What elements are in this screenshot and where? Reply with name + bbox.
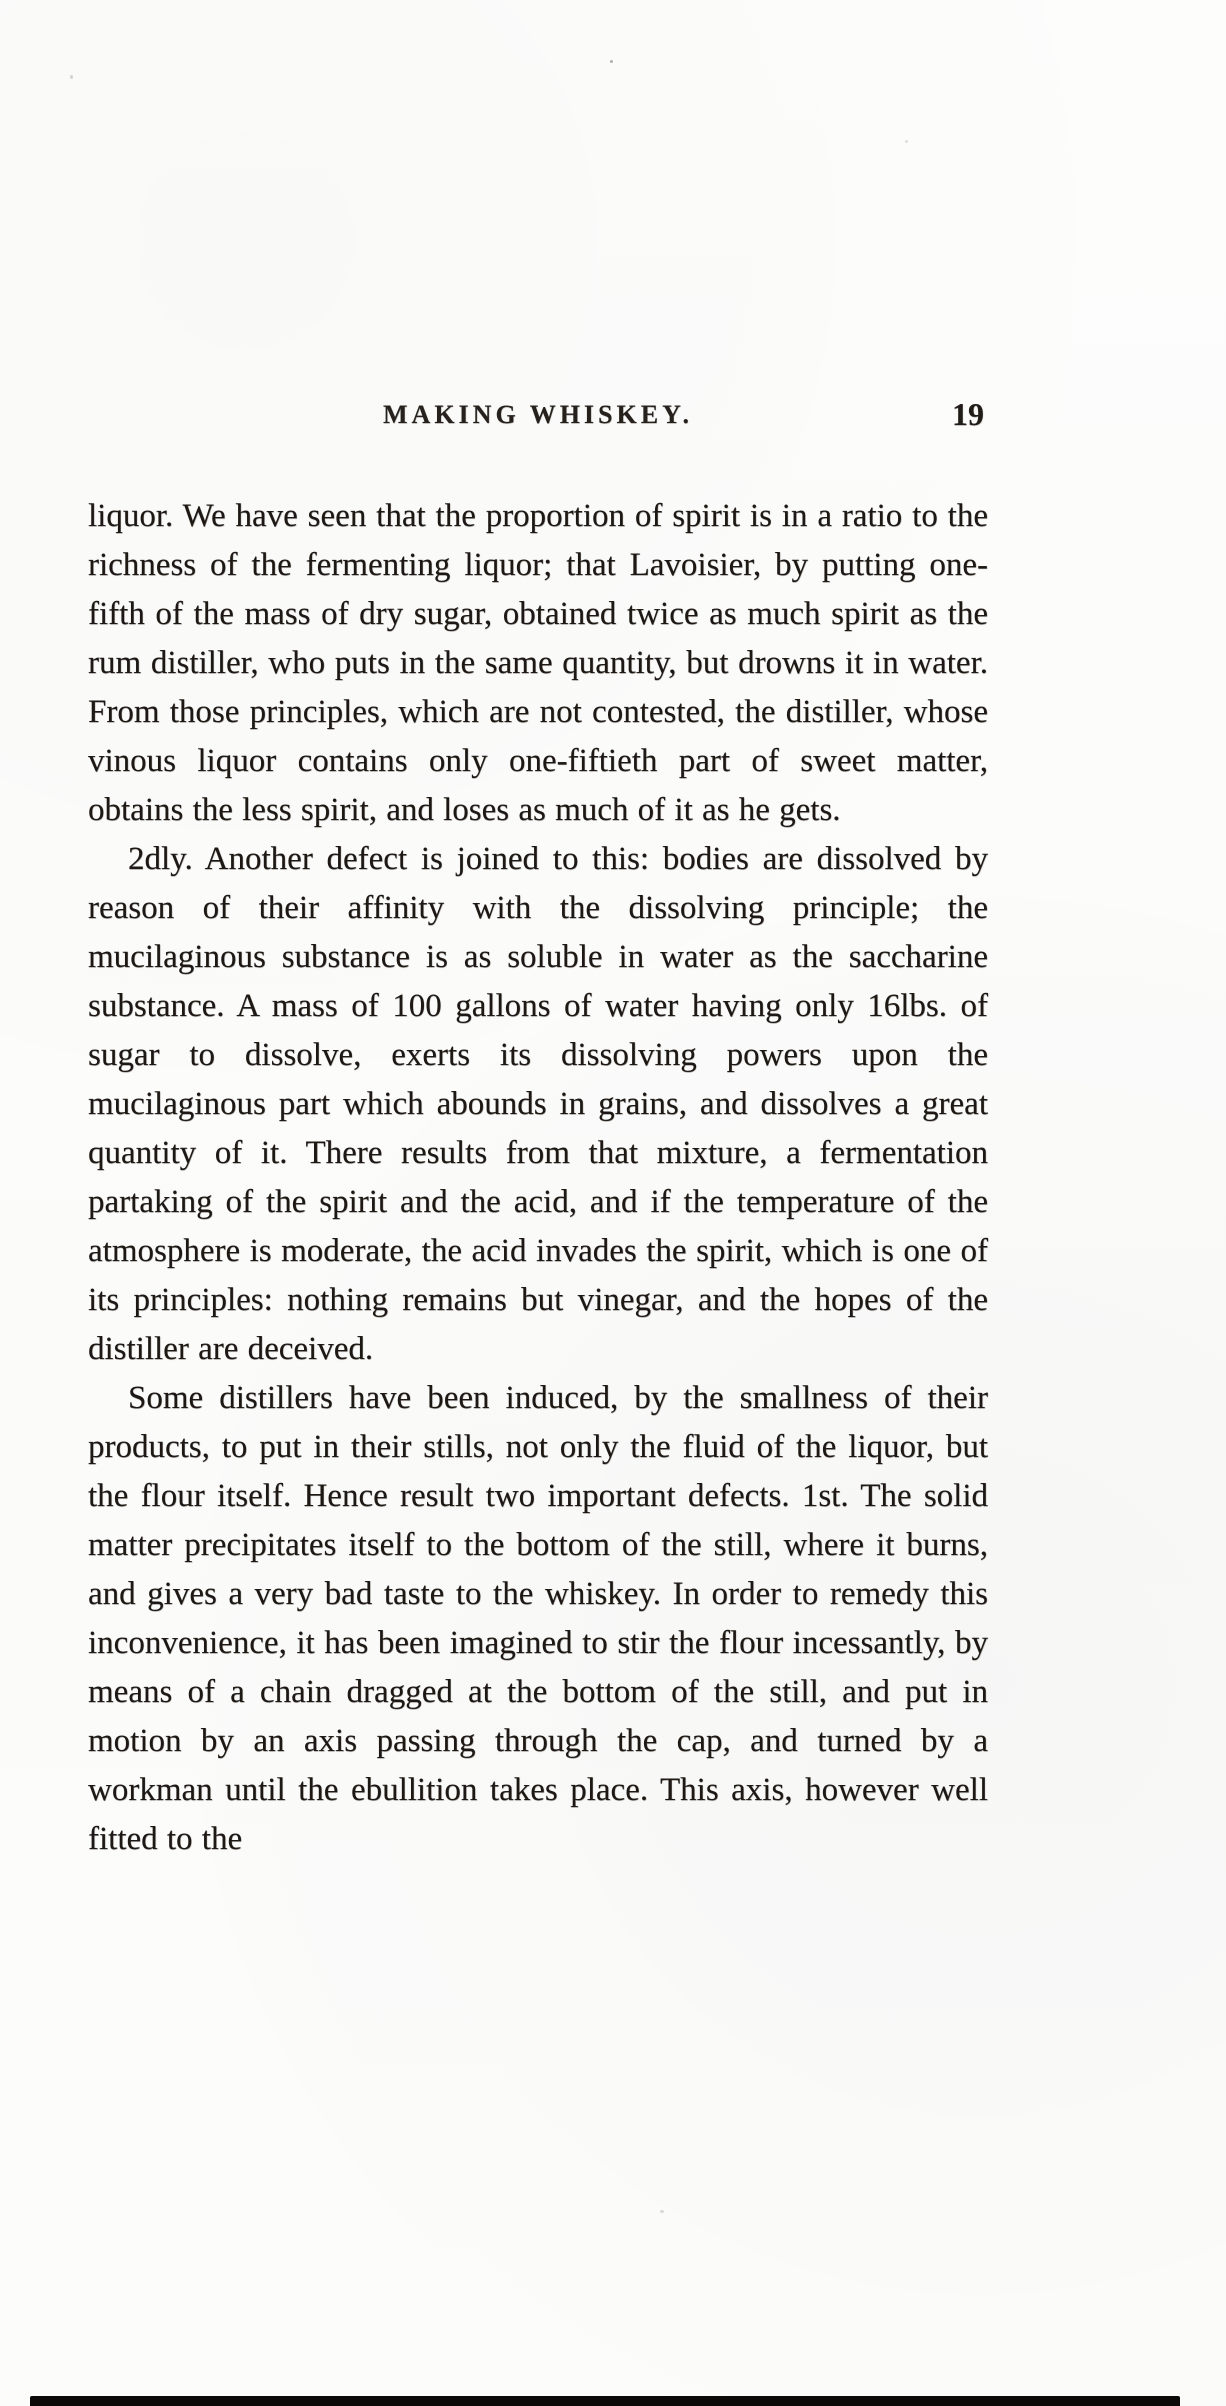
text-column xyxy=(88,396,988,1864)
paragraph: 2dly. Another defect is joined to this: bodies are dissolved by reason of their affinity with the dissolving principle; the mucilaginous substance is as soluble in water as the saccharine substance. A mass of 100 gallons of water having only 16lbs. of sugar to dissolve, exerts its dissolving powers upon the mucilaginous part which abounds in grains, and dissolves a great quantity of it. There results from that mixture, a fermentation partaking of the spirit and the acid, and if the temperature of the atmosphere is moderate, the acid invades the spirit, which is one of its principles: nothing remains but vinegar, and the hopes of the distiller are deceived. xyxy=(88,841,988,1367)
scan-speckle xyxy=(905,140,908,143)
running-title: MAKING WHISKEY. xyxy=(383,400,693,429)
paragraph: liquor. We have seen that the proportion of spirit is in a ratio to the richness of the fermenting liquor; that Lavoisier, by putting one-fifth of the mass of dry sugar, obtained twice as much spirit as the rum distiller, who puts in the same quantity, but drowns it in water. From those principles, which are not contested, the distiller, whose vinous liquor contains only one-fiftieth part of sweet matter, obtains the less spirit, and loses as much of it as he gets. xyxy=(88,498,988,828)
body-text xyxy=(88,492,988,1864)
page-header xyxy=(88,396,988,448)
scan-speckle xyxy=(70,75,73,79)
scan-edge-artifact xyxy=(30,2396,1180,2406)
scan-speckle xyxy=(610,60,613,63)
scan-speckle xyxy=(660,2210,664,2213)
page-number: 19 xyxy=(952,396,984,432)
paragraph: Some distillers have been induced, by the smallness of their products, to put in their stills, not only the fluid of the liquor, but the flour itself. Hence result two important defects. 1st. The solid matter precipitates itself to the bottom of the still, where it burns, and gives a very bad taste to the whiskey. In order to remedy this inconvenience, it has been imagined to stir the flour incessantly, by means of a chain dragged at the bottom of the still, and put in motion by an axis passing through the cap, and turned by a workman until the ebullition takes place. This axis, however well fitted to the xyxy=(88,1380,988,1857)
